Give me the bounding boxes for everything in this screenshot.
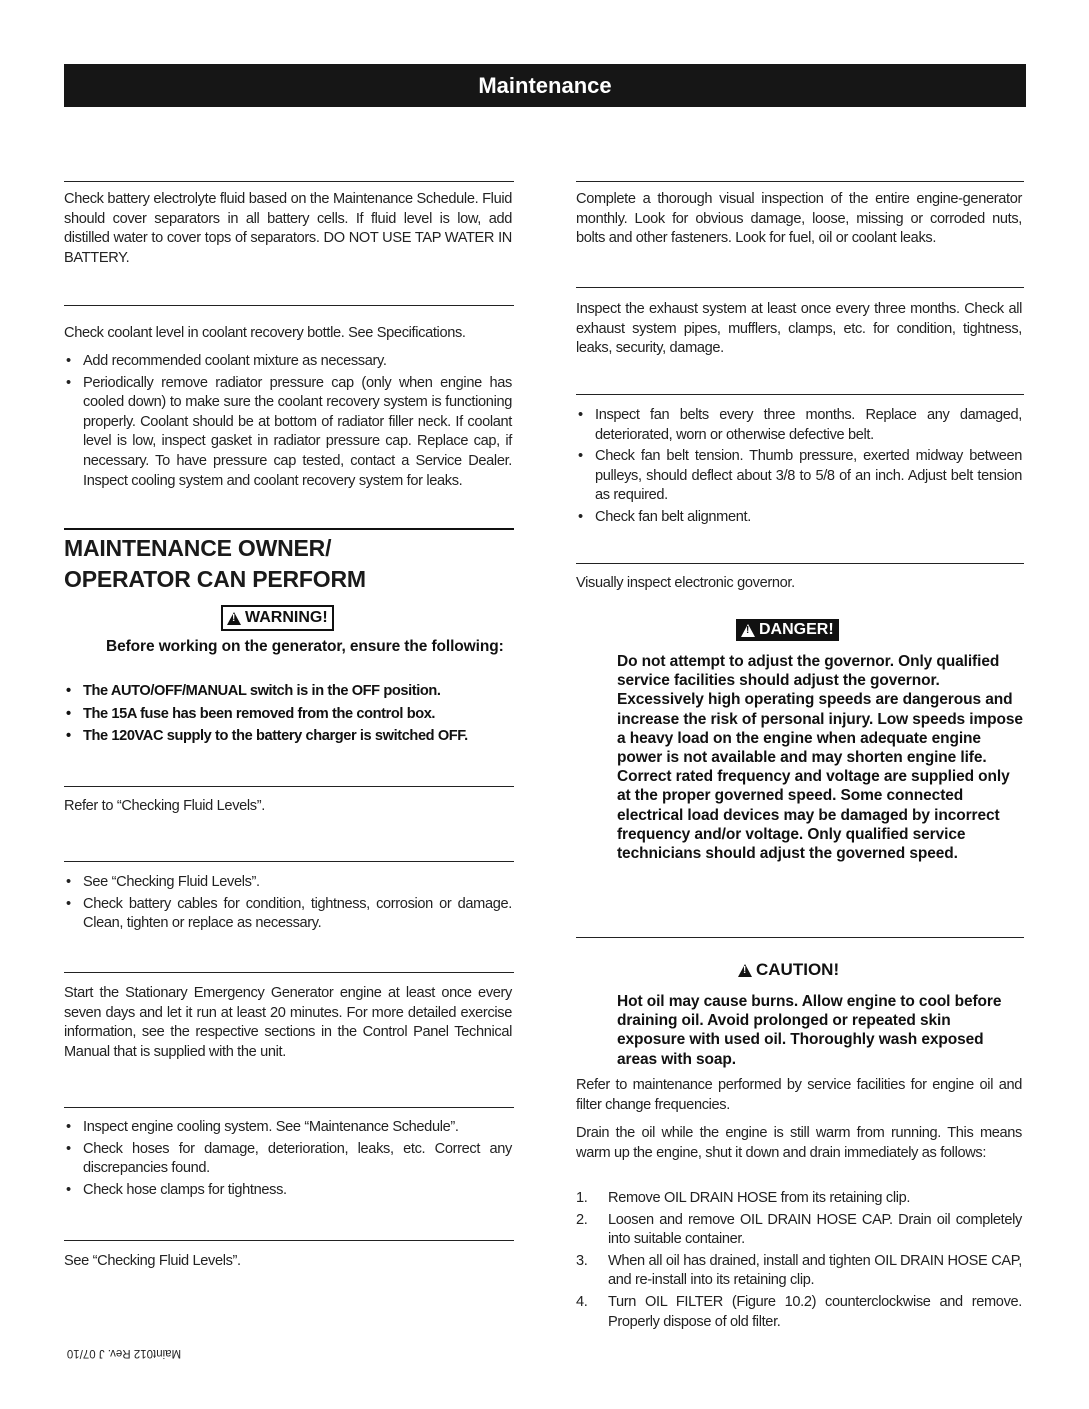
step-text: Loosen and remove OIL DRAIN HOSE CAP. Drain oil completely into suitable container.	[608, 1211, 1022, 1248]
step-number: 3.	[576, 1252, 588, 1269]
visual-inspection-text: Complete a thorough visual inspection of the entire engine-generator monthly. Look for obvious damage, loose, missing or corroded nuts, bolts and other fasteners. Look for fuel, oil or coolant leaks.	[576, 191, 1022, 247]
list-item: • Add recommended coolant mixture as necessary.	[64, 352, 512, 372]
caution-text: Hot oil may cause burns. Allow engine to cool before draining oil. Avoid prolonged or repeated skin exposure with used oil. Thoroughly wash exposed areas with soap.	[617, 993, 1002, 1068]
list-item: • The 15A fuse has been removed from the control box.	[64, 703, 514, 726]
list-item	[576, 1189, 1022, 1209]
oil-drain-steps	[576, 1189, 1022, 1332]
section-divider	[576, 181, 1024, 182]
list-item	[576, 1211, 1022, 1250]
danger-badge	[736, 619, 839, 641]
fluid-levels-reference: Refer to “Checking Fluid Levels”.	[64, 798, 265, 814]
page-title: Maintenance	[478, 72, 612, 98]
page-header-bar	[64, 64, 1026, 107]
governor-text: Visually inspect electronic governor.	[576, 575, 795, 591]
section-divider	[64, 861, 514, 862]
list-item: • Inspect fan belts every three months. Replace any damaged, deteriorated, worn or otherwise defective belt.	[576, 406, 1022, 445]
section-title	[64, 533, 514, 595]
caution-triangle-icon	[738, 964, 752, 977]
step-number: 1.	[576, 1190, 588, 1206]
list-item: • The AUTO/OFF/MANUAL switch is in the OFF position.	[64, 680, 514, 703]
see-fluid-levels: See “Checking Fluid Levels”.	[64, 1253, 241, 1269]
section-divider	[64, 305, 514, 306]
list-item: • Inspect engine cooling system. See “Maintenance Schedule”.	[64, 1118, 512, 1138]
warning-bullet-list	[64, 680, 514, 748]
coolant-level-text: Check coolant level in coolant recovery bottle. See Specifications.	[64, 325, 466, 341]
caution-badge	[738, 959, 839, 981]
warning-label: WARNING!	[245, 609, 328, 626]
danger-label: DANGER!	[759, 621, 834, 638]
section-divider	[576, 287, 1024, 288]
fan-belt-bullet-list	[576, 406, 1022, 530]
section-divider	[576, 563, 1024, 564]
section-divider	[576, 394, 1024, 395]
list-item: • Check fan belt tension. Thumb pressure, exerted midway between pulleys, should deflect about 3/8 to 5/8 of an inch. Adjust belt tension as required.	[576, 447, 1022, 506]
step-text: Turn OIL FILTER (Figure 10.2) counterclockwise and remove. Properly dispose of old filter.	[608, 1293, 1022, 1330]
coolant-bullet-list	[64, 352, 512, 493]
section-title-line: OPERATOR CAN PERFORM	[64, 566, 366, 592]
list-item: • Check fan belt alignment.	[576, 508, 1022, 528]
warning-triangle-icon	[227, 612, 241, 625]
section-divider	[64, 528, 514, 530]
list-item	[576, 1252, 1022, 1291]
cooling-bullet-list	[64, 1118, 512, 1202]
step-number: 4.	[576, 1293, 588, 1310]
warning-badge	[221, 605, 334, 631]
danger-triangle-icon	[741, 624, 755, 637]
list-item	[576, 1293, 1022, 1332]
section-divider	[64, 786, 514, 787]
danger-text: Do not attempt to adjust the governor. Only qualified service facilities should adjust the governor. Excessively high operating speeds are dangerous and increase the risk of personal injury. Low speeds impose a heavy load on the engine when adequate engine power is not available and may shorten engine life. Correct rated frequency and voltage are supplied only at the proper governed speed. Some connected electrical load devices may be damaged by incorrect frequency and/or voltage. Only qualified service technicians should adjust the governed speed.	[617, 653, 1023, 863]
oil-change-reference: Refer to maintenance performed by service facilities for engine oil and filter change frequencies.	[576, 1077, 1022, 1113]
list-item: • The 120VAC supply to the battery charger is switched OFF.	[64, 725, 514, 748]
battery-bullet-list	[64, 873, 512, 936]
step-text: Remove OIL DRAIN HOSE from its retaining clip.	[608, 1190, 911, 1206]
list-item: • Check hose clamps for tightness.	[64, 1181, 512, 1201]
exhaust-inspection-text: Inspect the exhaust system at least once every three months. Check all exhaust system pipes, mufflers, clamps, etc. for condition, tightness, leaks, security, damage.	[576, 301, 1022, 357]
document-revision-code: Maint012 Rev. J 07/10	[66, 1347, 182, 1359]
section-divider	[64, 972, 514, 973]
step-text: When all oil has drained, install and tighten OIL DRAIN HOSE CAP, and re-install into its retaining clip.	[608, 1252, 1022, 1289]
caution-label: CAUTION!	[756, 960, 840, 979]
battery-fluid-text: Check battery electrolyte fluid based on the Maintenance Schedule. Fluid should cover separators in all battery cells. If fluid level is low, add distilled water to cover tops of separators. DO NOT USE TAP WATER IN BATTERY.	[64, 191, 512, 266]
section-title-line: MAINTENANCE OWNER/	[64, 535, 332, 561]
section-divider	[64, 181, 514, 182]
list-item: • Check battery cables for condition, tightness, corrosion or damage. Clean, tighten or replace as necessary.	[64, 895, 512, 934]
list-item: • See “Checking Fluid Levels”.	[64, 873, 512, 893]
section-divider	[64, 1240, 514, 1241]
warning-intro: Before working on the generator, ensure the following:	[106, 638, 504, 655]
list-item: • Check hoses for damage, deterioration, leaks, etc. Correct any discrepancies found.	[64, 1140, 512, 1179]
list-item: • Periodically remove radiator pressure cap (only when engine has cooled down) to make sure the coolant recovery system is functioning properly. Coolant should be at bottom of radiator filler neck. If coolant level is low, inspect gasket in radiator pressure cap. Replace cap, if necessary. To have pressure cap tested, contact a Service Dealer. Inspect cooling system and coolant recovery system for leaks.	[64, 374, 512, 492]
drain-oil-text: Drain the oil while the engine is still warm from running. This means warm up the engine, shut it down and drain immediately as follows:	[576, 1125, 1022, 1161]
exercise-text: Start the Stationary Emergency Generator engine at least once every seven days and let it run at least 20 minutes. For more detailed exercise information, see the respective sections in the Control Panel Technical Manual that is supplied with the unit.	[64, 985, 512, 1060]
section-divider	[576, 937, 1024, 938]
section-divider	[64, 1107, 514, 1108]
step-number: 2.	[576, 1211, 588, 1228]
